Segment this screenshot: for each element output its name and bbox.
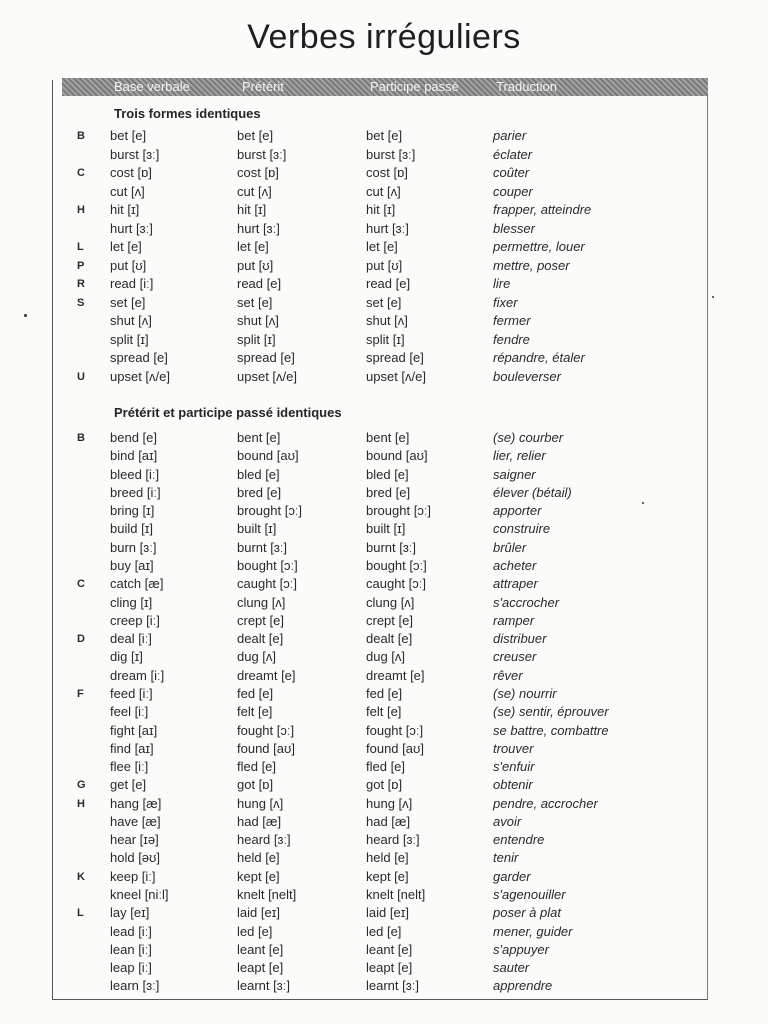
preterit-form: cost [ɒ] [237, 165, 279, 180]
table-row [0, 795, 768, 813]
participle-form: burnt [ɜː] [366, 539, 417, 555]
preterit-form: led [e] [237, 923, 273, 939]
letter-marker: L [77, 907, 84, 920]
base-form: upset [ʌ/e] [110, 368, 170, 384]
translation: élever (bétail) [493, 484, 572, 500]
base-form: let [e] [110, 239, 142, 254]
participle-form: cut [ʌ] [366, 183, 401, 199]
translation: poser à plat [493, 905, 561, 921]
letter-marker: R [77, 278, 85, 290]
table-row [0, 368, 768, 386]
letter-marker: G [77, 779, 86, 792]
table-row [0, 429, 768, 447]
participle-form: learnt [ɜː] [366, 978, 419, 994]
translation: ramper [493, 612, 535, 628]
participle-form: dug [ʌ] [366, 649, 406, 665]
participle-form: clung [ʌ] [366, 594, 415, 610]
preterit-form: bought [ɔː] [237, 558, 298, 573]
table-row [0, 466, 768, 484]
participle-form: leapt [e] [366, 960, 413, 976]
translation: attraper [493, 576, 538, 592]
translation: acheter [493, 558, 537, 573]
table-row [0, 849, 768, 867]
base-form: read [iː] [110, 276, 154, 291]
participle-form: led [e] [366, 923, 402, 939]
base-form: have [æ] [110, 813, 161, 829]
preterit-form: fled [e] [237, 759, 277, 774]
participle-form: let [e] [366, 239, 398, 254]
participle-form: had [æ] [366, 813, 411, 829]
table-row [0, 484, 768, 502]
preterit-form: laid [eɪ] [237, 905, 280, 921]
scan-speck [24, 314, 27, 317]
participle-form: crept [e] [366, 612, 413, 628]
table-row [0, 502, 768, 520]
translation: rêver [493, 667, 523, 683]
base-form: hold [əʊ] [110, 850, 161, 866]
participle-form: bent [e] [366, 430, 410, 445]
participle-form: knelt [nelt] [366, 887, 426, 902]
translation: parier [493, 128, 527, 143]
table-row [0, 685, 768, 703]
letter-marker: C [77, 578, 85, 591]
base-form: flee [iː] [110, 759, 149, 774]
participle-form: built [ɪ] [366, 521, 406, 537]
translation: distribuer [493, 631, 547, 647]
base-form: lean [iː] [110, 941, 152, 957]
translation: couper [493, 183, 533, 199]
table-row [0, 312, 768, 330]
preterit-form: had [æ] [237, 813, 282, 829]
participle-form: heard [ɜː] [366, 832, 420, 848]
preterit-form: put [ʊ] [237, 257, 274, 273]
translation: répandre, étaler [493, 350, 585, 365]
participle-form: put [ʊ] [366, 257, 403, 273]
translation: lier, relier [493, 448, 546, 464]
preterit-form: bled [e] [237, 466, 280, 482]
table-row [0, 977, 768, 995]
table-row [0, 904, 768, 922]
translation: (se) nourrir [493, 685, 557, 701]
letter-marker: D [77, 633, 85, 646]
preterit-form: burnt [ɜː] [237, 539, 288, 555]
translation: s'agenouiller [493, 887, 566, 902]
participle-form: set [e] [366, 294, 402, 310]
participle-form: hurt [ɜː] [366, 220, 409, 236]
letter-marker: H [77, 204, 85, 216]
base-form: hang [æ] [110, 795, 162, 811]
translation: bouleverser [493, 368, 561, 384]
preterit-form: burst [ɜː] [237, 146, 287, 162]
preterit-form: heard [ɜː] [237, 832, 291, 848]
table-row [0, 923, 768, 941]
preterit-form: hit [ɪ] [237, 202, 267, 217]
participle-form: spread [e] [366, 350, 424, 365]
table-row [0, 257, 768, 275]
preterit-form: learnt [ɜː] [237, 978, 290, 994]
base-form: bet [e] [110, 128, 147, 143]
translation: coûter [493, 165, 530, 180]
table-row [0, 146, 768, 164]
letter-marker: P [77, 259, 85, 272]
translation: fendre [493, 331, 530, 347]
base-form: deal [iː] [110, 631, 152, 647]
participle-form: bought [ɔː] [366, 558, 427, 573]
translation: s'accrocher [493, 594, 560, 610]
preterit-form: knelt [nelt] [237, 887, 297, 902]
base-form: hear [ɪə] [110, 832, 159, 848]
translation: se battre, combattre [493, 722, 609, 738]
preterit-form: let [e] [237, 239, 269, 254]
preterit-form: found [aʊ] [237, 740, 295, 756]
translation: fermer [493, 313, 531, 328]
preterit-form: dreamt [e] [237, 667, 296, 683]
translation: apporter [493, 503, 542, 519]
participle-form: bet [e] [366, 128, 403, 143]
preterit-form: kept [e] [237, 868, 280, 884]
table-row [0, 813, 768, 831]
participle-form: got [ɒ] [366, 777, 403, 793]
preterit-form: bred [e] [237, 484, 282, 500]
translation: lire [493, 276, 511, 291]
preterit-form: spread [e] [237, 350, 295, 365]
preterit-form: clung [ʌ] [237, 594, 286, 610]
participle-form: caught [ɔː] [366, 576, 426, 592]
preterit-form: crept [e] [237, 612, 284, 628]
base-form: hit [ɪ] [110, 202, 140, 217]
base-form: learn [ɜː] [110, 978, 160, 994]
translation: entendre [493, 832, 545, 848]
translation: mettre, poser [493, 257, 570, 273]
translation: saigner [493, 466, 536, 482]
letter-marker: F [77, 687, 84, 700]
preterit-form: fed [e] [237, 685, 274, 701]
base-form: bend [e] [110, 430, 157, 445]
table-row [0, 557, 768, 575]
header-participe: Participe passé [370, 79, 459, 94]
table-row [0, 667, 768, 685]
preterit-form: held [e] [237, 850, 280, 866]
base-form: kneel [niːl] [110, 887, 169, 902]
translation: (se) courber [493, 430, 564, 445]
base-form: catch [æ] [110, 576, 164, 592]
preterit-form: shut [ʌ] [237, 313, 279, 328]
table-row [0, 630, 768, 648]
base-form: shut [ʌ] [110, 313, 152, 328]
base-form: set [e] [110, 294, 146, 310]
translation: éclater [493, 146, 533, 162]
participle-form: bred [e] [366, 484, 411, 500]
base-form: leap [iː] [110, 960, 152, 976]
base-form: bring [ɪ] [110, 503, 155, 519]
base-form: keep [iː] [110, 868, 156, 884]
letter-marker: B [77, 432, 85, 444]
participle-form: felt [e] [366, 704, 402, 720]
preterit-form: set [e] [237, 294, 273, 310]
translation: frapper, atteindre [493, 202, 592, 217]
letter-marker: K [77, 870, 85, 883]
translation: avoir [493, 813, 522, 829]
preterit-form: read [e] [237, 276, 282, 291]
base-form: lay [eɪ] [110, 905, 150, 921]
preterit-form: hung [ʌ] [237, 795, 284, 811]
participle-form: cost [ɒ] [366, 165, 408, 180]
table-row [0, 648, 768, 666]
translation: (se) sentir, éprouver [493, 704, 609, 720]
table-row [0, 275, 768, 293]
translation: brûler [493, 539, 527, 555]
table-row [0, 612, 768, 630]
base-form: creep [iː] [110, 612, 160, 628]
participle-form: burst [ɜː] [366, 146, 416, 162]
translation: garder [493, 868, 531, 884]
letter-marker: L [77, 241, 84, 253]
table-row [0, 331, 768, 349]
table-row [0, 349, 768, 367]
table-row [0, 740, 768, 758]
preterit-form: bound [aʊ] [237, 448, 299, 464]
base-form: burn [ɜː] [110, 539, 157, 555]
table-row [0, 164, 768, 182]
table-row [0, 447, 768, 465]
preterit-form: felt [e] [237, 704, 273, 720]
participle-form: kept [e] [366, 868, 409, 884]
base-form: cost [ɒ] [110, 165, 152, 180]
translation: fixer [493, 294, 518, 310]
page-title: Verbes irréguliers [247, 18, 521, 56]
table-row [0, 520, 768, 538]
preterit-form: dealt [e] [237, 631, 284, 647]
table-row [0, 238, 768, 256]
base-form: build [ɪ] [110, 521, 153, 537]
base-form: feed [iː] [110, 685, 153, 701]
preterit-form: bet [e] [237, 128, 274, 143]
table-row [0, 886, 768, 904]
base-form: burst [ɜː] [110, 146, 160, 162]
participle-form: read [e] [366, 276, 411, 291]
section-title: Trois formes identiques [114, 106, 261, 121]
preterit-form: split [ɪ] [237, 331, 276, 347]
participle-form: fought [ɔː] [366, 722, 424, 738]
base-form: get [e] [110, 777, 147, 793]
preterit-form: hurt [ɜː] [237, 220, 280, 236]
participle-form: fed [e] [366, 685, 403, 701]
base-form: dream [iː] [110, 667, 165, 683]
translation: mener, guider [493, 923, 573, 939]
preterit-form: leant [e] [237, 941, 284, 957]
section-title: Prétérit et participe passé identiques [114, 405, 342, 420]
base-form: cut [ʌ] [110, 183, 145, 199]
participle-form: found [aʊ] [366, 740, 424, 756]
base-form: bind [aɪ] [110, 448, 158, 464]
preterit-form: cut [ʌ] [237, 183, 272, 199]
base-form: dig [ɪ] [110, 649, 143, 665]
table-row [0, 201, 768, 219]
table-row [0, 959, 768, 977]
preterit-form: caught [ɔː] [237, 576, 297, 592]
table-row [0, 220, 768, 238]
participle-form: brought [ɔː] [366, 503, 432, 519]
letter-marker: H [77, 797, 85, 810]
participle-form: leant [e] [366, 941, 413, 957]
table-row [0, 758, 768, 776]
translation: s'appuyer [493, 941, 549, 957]
preterit-form: built [ɪ] [237, 521, 277, 537]
table-row [0, 539, 768, 557]
header-traduction: Traduction [496, 79, 557, 94]
base-form: feel [iː] [110, 704, 149, 720]
preterit-form: upset [ʌ/e] [237, 368, 297, 384]
translation: blesser [493, 220, 535, 236]
base-form: buy [aɪ] [110, 558, 154, 573]
translation: apprendre [493, 978, 553, 994]
participle-form: held [e] [366, 850, 409, 866]
participle-form: laid [eɪ] [366, 905, 409, 921]
letter-marker: S [77, 296, 85, 309]
base-form: cling [ɪ] [110, 594, 153, 610]
header-preterit: Prétérit [242, 79, 284, 94]
letter-marker: U [77, 370, 85, 383]
translation: s'enfuir [493, 759, 535, 774]
table-row [0, 594, 768, 612]
translation: pendre, accrocher [493, 795, 598, 811]
translation: trouver [493, 740, 534, 756]
table-header [62, 78, 708, 96]
translation: sauter [493, 960, 530, 976]
participle-form: bound [aʊ] [366, 448, 428, 464]
table-row [0, 575, 768, 593]
table-row [0, 183, 768, 201]
base-form: breed [iː] [110, 484, 161, 500]
participle-form: split [ɪ] [366, 331, 405, 347]
preterit-form: brought [ɔː] [237, 503, 303, 519]
base-form: put [ʊ] [110, 257, 147, 273]
participle-form: dealt [e] [366, 631, 413, 647]
preterit-form: leapt [e] [237, 960, 284, 976]
base-form: fight [aɪ] [110, 722, 158, 738]
base-form: spread [e] [110, 350, 168, 365]
scan-speck [712, 296, 714, 298]
table-row [0, 831, 768, 849]
participle-form: fled [e] [366, 759, 406, 774]
base-form: hurt [ɜː] [110, 220, 153, 236]
table-row [0, 868, 768, 886]
letter-marker: B [77, 130, 85, 142]
translation: permettre, louer [493, 239, 585, 254]
base-form: find [aɪ] [110, 740, 154, 756]
preterit-form: dug [ʌ] [237, 649, 277, 665]
scan-speck [642, 502, 644, 504]
preterit-form: got [ɒ] [237, 777, 274, 793]
participle-form: bled [e] [366, 466, 409, 482]
participle-form: hit [ɪ] [366, 202, 396, 217]
base-form: lead [iː] [110, 923, 152, 939]
participle-form: dreamt [e] [366, 667, 425, 683]
participle-form: shut [ʌ] [366, 313, 408, 328]
translation: construire [493, 521, 551, 537]
letter-marker: C [77, 167, 85, 179]
participle-form: upset [ʌ/e] [366, 368, 426, 384]
translation: creuser [493, 649, 537, 665]
participle-form: hung [ʌ] [366, 795, 413, 811]
preterit-form: fought [ɔː] [237, 722, 295, 738]
base-form: bleed [iː] [110, 466, 160, 482]
base-form: split [ɪ] [110, 331, 149, 347]
table-row [0, 703, 768, 721]
table-row [0, 776, 768, 794]
table-row [0, 294, 768, 312]
table-row [0, 127, 768, 145]
translation: obtenir [493, 777, 533, 793]
table-row [0, 722, 768, 740]
translation: tenir [493, 850, 519, 866]
header-base: Base verbale [114, 79, 190, 94]
table-row [0, 941, 768, 959]
preterit-form: bent [e] [237, 430, 281, 445]
